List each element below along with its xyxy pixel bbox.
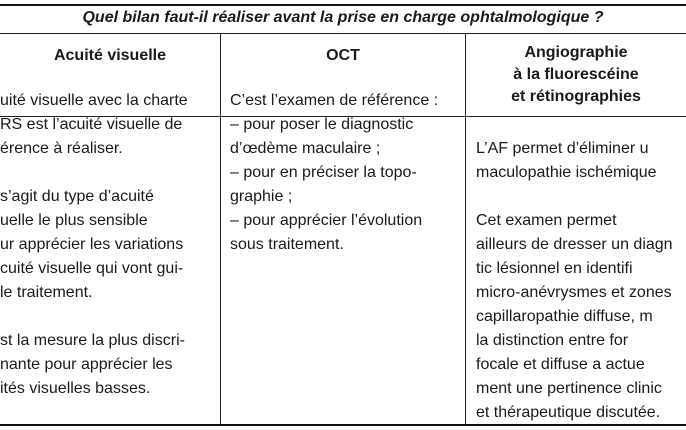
text-line: – pour poser le diagnostic <box>230 116 414 133</box>
text-line: d’œdème maculaire ; <box>230 140 381 157</box>
text-line: focale et diffuse a actue <box>476 356 645 373</box>
text-line: Cet examen permet <box>476 212 617 229</box>
cell-acuite-visuelle <box>0 89 212 419</box>
text-line: – pour en préciser la topo- <box>230 164 417 181</box>
text-line: sous traitement. <box>230 236 344 253</box>
text-line: uelle le plus sensible <box>0 212 148 229</box>
text-line: cuité visuelle qui vont gui- <box>0 260 184 277</box>
table-title: Quel bilan faut-il réaliser avant la prise en charge ophtalmologique ? <box>82 9 604 26</box>
header-line: et rétinographies <box>511 88 641 105</box>
title-divider <box>0 33 686 34</box>
text-line: C’est l’examen de référence : <box>230 92 439 109</box>
text-line: s’agit du type d’acuité <box>0 188 154 205</box>
column-divider-1 <box>220 33 221 424</box>
text-line: capillaropathie diffuse, m <box>476 308 653 325</box>
text-line: nante pour apprécier les <box>0 356 173 373</box>
header-acuite-visuelle <box>0 45 220 67</box>
text-line: micro-anévrysmes et zones <box>476 284 672 301</box>
text-line: érence à réaliser. <box>0 140 123 157</box>
text-line: ur apprécier les variations <box>0 236 184 253</box>
cell-oct <box>230 89 458 257</box>
top-rule <box>0 4 686 6</box>
text-line: graphie ; <box>230 188 293 205</box>
text-line: – pour apprécier l’évolution <box>230 212 423 229</box>
cell-angiographie <box>476 137 686 421</box>
text-line: tic lésionnel en identifi <box>476 260 633 277</box>
header-oct <box>221 45 465 67</box>
text-line: L’AF permet d’éliminer u <box>476 140 649 157</box>
text-line: ités visuelles basses. <box>0 380 151 397</box>
bottom-rule <box>0 424 686 426</box>
header-line: Angiographie <box>524 44 628 61</box>
text-line: la distinction entre for <box>476 332 629 349</box>
text-line: ailleurs de dresser un diagn <box>476 236 673 253</box>
header-line: à la fluorescéine <box>513 66 639 83</box>
text-line: maculopathie ischémique <box>476 164 657 181</box>
header-line: Acuité visuelle <box>53 47 167 64</box>
header-line: OCT <box>326 47 360 64</box>
text-line: uité visuelle avec la charte <box>0 92 188 109</box>
text-line: ment une pertinence clinic <box>476 380 662 397</box>
header-angiographie <box>466 42 686 108</box>
text-line: le traitement. <box>0 284 93 301</box>
text-line: RS est l’acuité visuelle de <box>0 116 183 133</box>
text-line: st la mesure la plus discri- <box>0 332 185 349</box>
text-line: et thérapeutique discutée. <box>476 404 661 421</box>
